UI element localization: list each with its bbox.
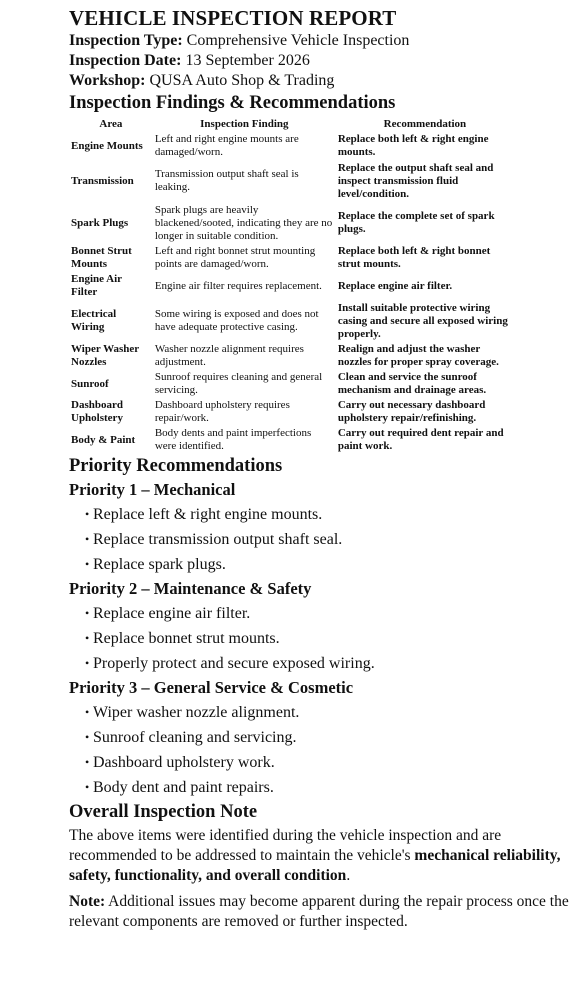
list-item: • Properly protect and secure exposed wiring. <box>85 651 569 676</box>
workshop <box>69 71 569 91</box>
row-area: Spark Plugs <box>71 216 129 229</box>
row-finding: Left and right engine mounts are damaged/worn. <box>154 133 299 158</box>
row-area: Dashboard Upholstery <box>71 399 123 424</box>
inspection-date-value: 13 September 2026 <box>185 52 310 69</box>
additional-note <box>69 892 569 932</box>
row-recommendation: Realign and adjust the washer nozzles for proper spray coverage. <box>337 343 499 368</box>
overall-note-emphasis: mechanical reliability, safety, functionality, and overall condition <box>69 847 561 884</box>
findings-heading: Inspection Findings & Recommendations <box>69 93 396 113</box>
list-item: • Dashboard upholstery work. <box>85 750 569 775</box>
list-item: • Wiper washer nozzle alignment. <box>85 700 569 725</box>
list-item: • Replace bonnet strut mounts. <box>85 626 569 651</box>
row-area: Bonnet Strut Mounts <box>71 245 132 270</box>
list-item: • Replace engine air filter. <box>85 601 569 626</box>
table-row <box>69 300 514 342</box>
bullet-icon: • <box>85 532 90 546</box>
bullet-icon: • <box>85 780 90 794</box>
priority-2-title: Priority 2 – Maintenance & Safety <box>69 579 312 598</box>
table-row <box>69 426 514 454</box>
table-row <box>69 342 514 370</box>
workshop-label: Workshop: <box>69 72 146 89</box>
row-recommendation: Carry out necessary dashboard upholstery repair/refinishing. <box>337 399 486 424</box>
row-finding: Sunroof requires cleaning and general servicing. <box>154 371 323 396</box>
row-recommendation: Install suitable protective wiring casing and secure all exposed wiring properly. <box>337 301 508 340</box>
list-item: • Body dent and paint repairs. <box>85 775 569 800</box>
column-header-recommendation: Recommendation <box>383 118 467 130</box>
list-item: • Sunroof cleaning and servicing. <box>85 725 569 750</box>
priority-3-title: Priority 3 – General Service & Cosmetic <box>69 678 354 697</box>
bullet-icon: • <box>85 557 90 571</box>
note-text: Additional issues may become apparent during the repair process once the relevant components are removed or further inspected. <box>69 893 569 930</box>
bullet-icon: • <box>85 656 90 670</box>
row-area: Body & Paint <box>71 433 136 446</box>
workshop-value: QUSA Auto Shop & Trading <box>149 72 335 89</box>
bullet-icon: • <box>85 507 90 521</box>
row-recommendation: Replace both left & right bonnet strut mounts. <box>337 245 491 270</box>
overall-note-paragraph: The above items were identified during the vehicle inspection and are recommended to be addressed to maintain the vehicle's mechanical reliability, safety, functionality, and overall condition. <box>69 827 561 884</box>
bullet-icon: • <box>85 705 90 719</box>
table-row <box>69 202 514 244</box>
inspection-date-label: Inspection Date: <box>69 52 182 69</box>
priority-heading: Priority Recommendations <box>69 456 283 476</box>
list-item: • Replace spark plugs. <box>85 552 569 577</box>
report-page <box>69 6 569 932</box>
row-finding: Engine air filter requires replacement. <box>154 279 322 292</box>
inspection-type-label: Inspection Type: <box>69 32 183 49</box>
bullet-icon: • <box>85 755 90 769</box>
row-recommendation: Replace both left & right engine mounts. <box>337 133 489 158</box>
table-row <box>69 370 514 398</box>
row-area: Electrical Wiring <box>71 308 117 333</box>
findings-table <box>69 117 514 454</box>
table-row <box>69 272 514 300</box>
priority-2-list <box>69 601 569 676</box>
row-finding: Washer nozzle alignment requires adjustment. <box>154 343 304 368</box>
row-area: Transmission <box>71 174 134 187</box>
row-finding: Transmission output shaft seal is leaking. <box>154 168 299 193</box>
report-title: VEHICLE INSPECTION REPORT <box>69 6 397 30</box>
inspection-type <box>69 31 569 51</box>
table-row <box>69 160 514 202</box>
row-finding: Spark plugs are heavily blackened/sooted, indicating they are no longer in suitable condition. <box>154 203 333 242</box>
bullet-icon: • <box>85 631 90 645</box>
column-header-area: Area <box>99 118 123 130</box>
row-finding: Body dents and paint imperfections were identified. <box>154 427 312 452</box>
inspection-type-value: Comprehensive Vehicle Inspection <box>186 32 410 49</box>
row-recommendation: Replace the complete set of spark plugs. <box>337 210 495 235</box>
table-row <box>69 244 514 272</box>
row-finding: Dashboard upholstery requires repair/work. <box>154 399 290 424</box>
row-recommendation: Clean and service the sunroof mechanism and drainage areas. <box>337 371 487 396</box>
priority-3-list <box>69 700 569 800</box>
bullet-icon: • <box>85 730 90 744</box>
priority-1-title: Priority 1 – Mechanical <box>69 480 236 499</box>
priority-1-list <box>69 502 569 577</box>
row-recommendation: Replace the output shaft seal and inspect transmission fluid level/condition. <box>337 161 494 200</box>
row-recommendation: Replace engine air filter. <box>337 279 453 292</box>
table-row <box>69 398 514 426</box>
row-area: Wiper Washer Nozzles <box>71 343 139 368</box>
list-item: • Replace transmission output shaft seal. <box>85 527 569 552</box>
column-header-finding: Inspection Finding <box>200 118 289 130</box>
row-area: Engine Air Filter <box>71 273 122 298</box>
bullet-icon: • <box>85 606 90 620</box>
row-finding: Left and right bonnet strut mounting points are damaged/worn. <box>154 245 316 270</box>
row-recommendation: Carry out required dent repair and paint work. <box>337 427 504 452</box>
note-label: Note: <box>69 893 106 910</box>
row-area: Engine Mounts <box>71 139 143 152</box>
table-row <box>69 132 514 160</box>
row-finding: Some wiring is exposed and does not have adequate protective casing. <box>154 308 319 333</box>
overall-note-heading: Overall Inspection Note <box>69 802 258 822</box>
findings-header-row <box>69 117 514 132</box>
inspection-date <box>69 51 569 71</box>
row-area: Sunroof <box>71 377 109 390</box>
list-item: • Replace left & right engine mounts. <box>85 502 569 527</box>
